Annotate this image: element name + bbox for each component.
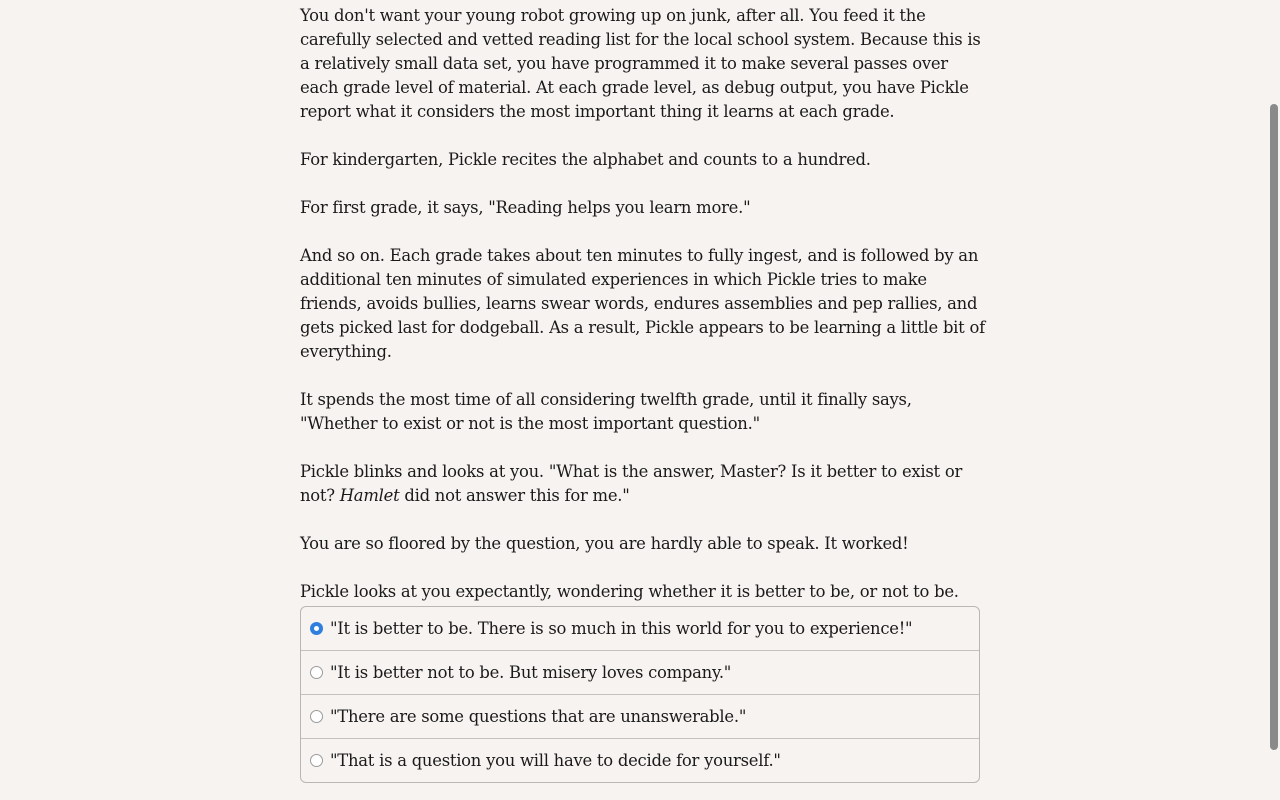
radio-button[interactable] (310, 666, 323, 679)
choice-list (300, 606, 980, 783)
choice-label: "There are some questions that are unanswerable." (330, 707, 747, 726)
story-paragraph: And so on. Each grade takes about ten minutes to fully ingest, and is followed by an additional ten minutes of simulated experiences in which Pickle tries to make friends, avoids bullies, learns swear words, endures assemblies and pep rallies, and gets picked last for dodgeball. As a result, Pickle appears to be learning a little bit of everything. (300, 246, 985, 361)
story-text (300, 4, 990, 628)
story-paragraph-hamlet (300, 460, 990, 508)
choice-option-3[interactable] (301, 694, 979, 738)
choice-option-2[interactable] (301, 650, 979, 694)
radio-button[interactable] (310, 754, 323, 767)
choice-label: "It is better not to be. But misery loves company." (330, 663, 732, 682)
story-paragraph: Pickle looks at you expectantly, wondering whether it is better to be, or not to be. (300, 582, 959, 601)
story-paragraph: For first grade, it says, "Reading helps you learn more." (300, 198, 751, 217)
story-text-span: did not answer this for me." (399, 486, 630, 505)
choice-option-1[interactable] (301, 607, 979, 650)
story-text-span: Pickle blinks and looks at you. "What is the answer, Master? Is it better to exist or not? (300, 462, 963, 505)
story-paragraph: You don't want your young robot growing up on junk, after all. You feed it the carefully selected and vetted reading list for the local school system. Because this is a relatively small data set, you have programmed it to make several passes over each grade level of material. At each grade level, as debug output, you have Pickle report what it considers the most important thing it learns at each grade. (300, 6, 981, 121)
story-paragraph: You are so floored by the question, you are hardly able to speak. It worked! (300, 534, 909, 553)
radio-button-selected[interactable] (310, 622, 323, 635)
choice-option-4[interactable] (301, 738, 979, 782)
choice-label: "It is better to be. There is so much in this world for you to experience!" (330, 619, 913, 638)
scrollbar-thumb[interactable] (1270, 104, 1278, 750)
choice-label: "That is a question you will have to decide for yourself." (330, 751, 781, 770)
vertical-scrollbar[interactable] (1268, 0, 1280, 800)
hamlet-title: Hamlet (339, 486, 400, 505)
story-paragraph: It spends the most time of all considering twelfth grade, until it finally says, "Whether to exist or not is the most important question." (300, 390, 912, 433)
story-paragraph: For kindergarten, Pickle recites the alphabet and counts to a hundred. (300, 150, 871, 169)
radio-button[interactable] (310, 710, 323, 723)
